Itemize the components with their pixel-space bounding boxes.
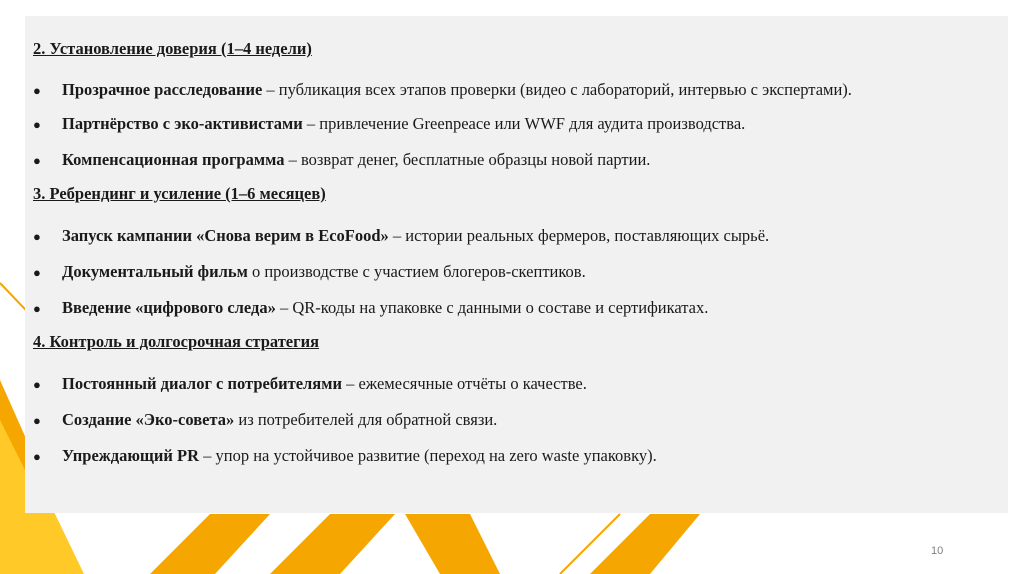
bullet-dot-icon: ● (33, 301, 41, 316)
bullet-dot-icon: ● (33, 377, 41, 392)
bullet-dot-icon: ● (33, 449, 41, 464)
item-text: – привлечение Greenpeace или WWF для аудита производства. (302, 114, 746, 133)
bullet-dot-icon: ● (33, 117, 41, 132)
bottom-orange-shape-4 (590, 514, 700, 574)
item-lead: Документальный фильм (62, 262, 248, 281)
bottom-orange-shape-2 (270, 514, 395, 574)
bullet-list (33, 80, 975, 169)
item-text: из потребителей для обратной связи. (234, 410, 498, 429)
item-lead: Компенсационная программа (62, 150, 285, 169)
item-text: – истории реальных фермеров, поставляющих сырьё. (388, 226, 770, 245)
item-lead: Партнёрство с эко-активистами (62, 114, 303, 133)
list-item (33, 410, 975, 429)
section-rebranding (33, 184, 975, 317)
bullet-dot-icon: ● (33, 413, 41, 428)
item-text: – публикация всех этапов проверки (видео с лабораторий, интервью с экспертами). (262, 80, 852, 99)
list-item (33, 262, 975, 281)
bullet-dot-icon: ● (33, 229, 41, 244)
item-text: о производстве с участием блогеров-скептиков. (247, 262, 586, 281)
item-lead: Запуск кампании «Снова верим в EcoFood» (62, 226, 389, 245)
bullet-dot-icon: ● (33, 83, 41, 98)
section-heading: 2. Установление доверия (1–4 недели) (33, 39, 312, 58)
item-lead: Постоянный диалог с потребителями (62, 374, 342, 393)
list-item (33, 80, 975, 99)
page-number: 10 (931, 545, 944, 557)
list-item (33, 150, 975, 169)
slide-content (33, 39, 975, 465)
bullet-list (33, 374, 975, 465)
item-text: – возврат денег, бесплатные образцы новой партии. (284, 150, 651, 169)
list-item (33, 298, 975, 317)
bullet-list (33, 226, 975, 317)
list-item (33, 114, 975, 133)
item-lead: Создание «Эко-совета» (62, 410, 235, 429)
list-item (33, 446, 975, 465)
section-trust (33, 39, 975, 169)
item-lead: Введение «цифрового следа» (62, 298, 276, 317)
bottom-orange-shape-1 (150, 514, 270, 574)
bullet-dot-icon: ● (33, 265, 41, 280)
bullet-dot-icon: ● (33, 153, 41, 168)
item-lead: Прозрачное расследование (62, 80, 263, 99)
item-text: – QR-коды на упаковке с данными о составе и сертификатах. (275, 298, 709, 317)
item-lead: Упреждающий PR (62, 446, 199, 465)
list-item (33, 374, 975, 393)
section-heading: 4. Контроль и долгосрочная стратегия (33, 332, 320, 351)
section-heading: 3. Ребрендинг и усиление (1–6 месяцев) (33, 184, 326, 203)
item-text: – ежемесячные отчёты о качестве. (341, 374, 587, 393)
item-text: – упор на устойчивое развитие (переход на zero waste упаковку). (199, 446, 657, 465)
list-item (33, 226, 975, 245)
bottom-orange-shape-3 (405, 514, 500, 574)
section-control (33, 332, 975, 465)
